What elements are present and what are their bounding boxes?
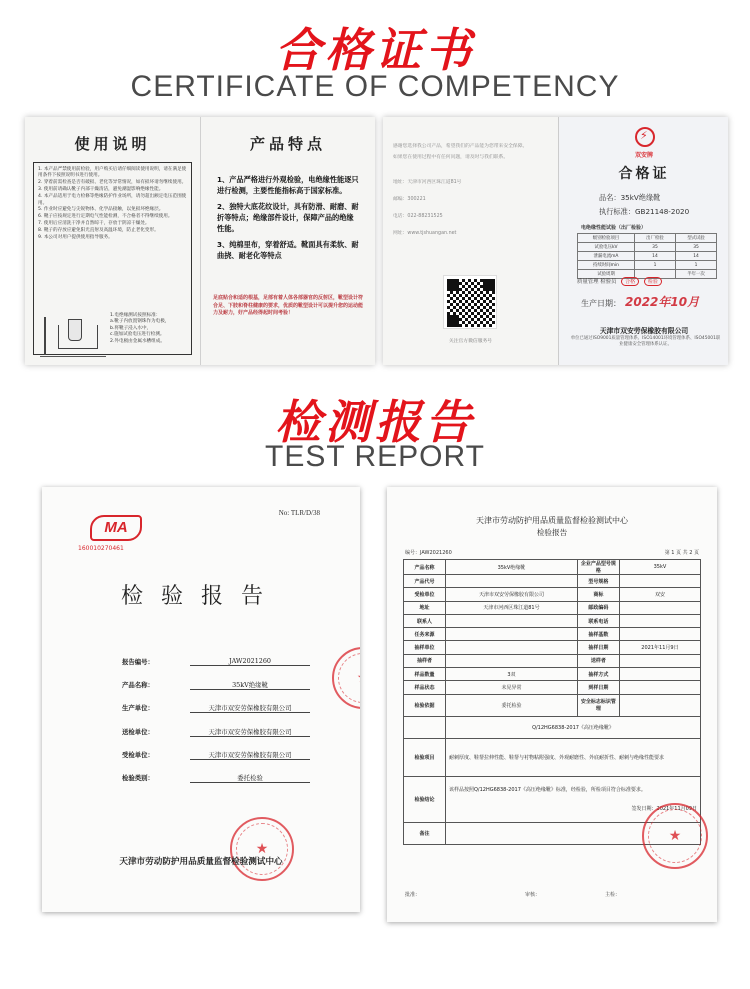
product-name-line: 品名：35kV绝缘靴 xyxy=(599,193,661,202)
table-cell: 抽样方式 xyxy=(577,668,619,681)
certificate-company: 天津市双安劳保橡胶有限公司 xyxy=(599,327,689,335)
table-cell: 联系电话 xyxy=(577,614,619,627)
brand-name: 双安牌 xyxy=(634,152,653,159)
cover-title: 检验报告 xyxy=(120,584,281,609)
table-cell: 样品状态 xyxy=(404,681,446,694)
table-row xyxy=(404,628,701,641)
usage-item: 5. 作业时应避免与尖锐物体、化学品接触，以免损坏绝缘层。 xyxy=(38,207,164,213)
table-row xyxy=(404,716,701,738)
detail-report-no: 编号：JAW2021260 xyxy=(405,550,452,556)
table-cell: 天津市双安劳保橡胶有限公司 xyxy=(446,588,578,601)
cert-address: 地址：天津市河西区珠江道81号 xyxy=(393,180,462,185)
diagram-note: 2.外电极由金属水槽组成。 xyxy=(110,338,165,344)
table-cell: 3双 xyxy=(446,668,578,681)
usage-item: 8. 靴子的存放应避免阳光直射及高温环境，防止老化变形。 xyxy=(38,228,159,234)
usage-item: 2. 穿着前需检查是否有破损、老化等异常情况，如有损坏请勿继续使用。 xyxy=(38,180,187,186)
table-cell xyxy=(619,601,700,614)
table-cell: 受检单位 xyxy=(404,588,446,601)
table-cell: 未见异常 xyxy=(446,681,578,694)
usage-item: 7. 使用后应清洗干净并自然晾干，存放于阴凉干燥处。 xyxy=(38,221,150,227)
table-row xyxy=(404,588,701,601)
conclusion-label-cell: 检验结论 xyxy=(404,776,446,822)
instruction-leaflet xyxy=(25,117,375,365)
test-report-detail xyxy=(387,487,717,922)
boot-outline xyxy=(68,319,82,341)
table-cell xyxy=(619,575,700,588)
table-cell: 邮政编码 xyxy=(577,601,619,614)
features-title: 产品特点 xyxy=(249,135,326,153)
table-cell: 委托检验 xyxy=(446,694,578,716)
features-frame xyxy=(209,162,367,355)
certification-note: 单位已通过ISO9001质量管理体系、ISO14001环境管理体系、ISO45001职业健康安全管理体系认证。 xyxy=(570,336,721,347)
table-cell: 型号规格 xyxy=(577,575,619,588)
table-cell xyxy=(619,694,700,716)
usage-item: 1. 本产品严禁使用前检验，用户购买后请仔细阅读使用说明，请在满足使用条件下按照说明书进行使用。 xyxy=(38,167,187,179)
spec-header-cell: 型式试验 xyxy=(675,234,716,243)
cover-footer: 天津市劳动防护用品质量监督检验测试中心 xyxy=(119,857,283,867)
cert-postcode: 邮编：300221 xyxy=(393,197,426,202)
detail-header: 天津市劳动防护用品质量监督检验测试中心 xyxy=(476,516,628,525)
cert-phone: 电话：022-88231525 xyxy=(393,214,443,219)
usage-item: 6. 靴子应按规定进行定期电气性能检测，不合格者不得继续使用。 xyxy=(38,214,173,220)
spec-header-cell: 出厂检验 xyxy=(634,234,675,243)
table-cell xyxy=(446,614,578,627)
cover-field-category xyxy=(122,773,322,782)
usage-item: 3. 使用前请确认靴子内部干燥清洁，避免潮湿影响绝缘性能。 xyxy=(38,187,164,193)
cover-field-label: 产品名称： xyxy=(122,681,154,689)
feature-list xyxy=(209,162,367,261)
table-cell xyxy=(446,654,578,667)
spec-cell: 1 xyxy=(634,261,675,270)
qc-label: 质量管理 检验员 xyxy=(577,279,617,285)
table-cell: 双安 xyxy=(619,588,700,601)
table-cell: 到样日期 xyxy=(577,681,619,694)
cover-field-submitter xyxy=(122,727,322,736)
table-cell: 企业产品型号规格 xyxy=(577,560,619,575)
table-cell: 抽样基数 xyxy=(577,628,619,641)
certificate-section-title: 合格证书 xyxy=(275,23,475,77)
remarks-label-cell: 备注 xyxy=(404,822,446,844)
cover-field-inspected xyxy=(122,750,322,759)
certificate-section-subtitle: CERTIFICATE OF COMPETENCY xyxy=(130,70,620,103)
features-column xyxy=(200,117,375,365)
detail-page-no: 第 1 页 共 2 页 xyxy=(664,550,699,556)
table-row xyxy=(404,694,701,716)
diagram-note: a.靴子内放置钢珠作为电极， xyxy=(110,319,170,325)
table-cell xyxy=(619,681,700,694)
test-report-cover xyxy=(42,487,360,912)
qc-inspect-stamp: 检验 xyxy=(644,277,662,286)
spec-header-cell: 级别检验项目 xyxy=(578,234,635,243)
spec-cell: 泄漏电流mA xyxy=(578,252,635,261)
feature-item: 2、独特大底花纹设计，具有防滑、耐磨、耐折等特点；绝缘部件设计，保障产品的绝缘性能。 xyxy=(217,202,359,233)
official-seal xyxy=(230,817,294,881)
cover-field-value: 35kV绝缘靴 xyxy=(190,680,310,690)
usage-text xyxy=(34,163,191,241)
cover-field-producer xyxy=(122,703,322,712)
cert-contact-line: 如果您在使用过程中有任何问题，请及时与我们联系。 xyxy=(393,155,509,160)
cert-thanks-line: 感谢您选择我公司产品，希望我们的产品能为您带来安全保障。 xyxy=(393,144,528,149)
lightning-logo-icon xyxy=(635,127,655,147)
production-date-line xyxy=(581,293,699,310)
table-cell xyxy=(619,654,700,667)
detail-seal xyxy=(642,803,708,869)
qc-pass-stamp: 合格 xyxy=(621,277,639,286)
usage-item: 9. 本公司对用户提供使用指导服务。 xyxy=(38,235,113,241)
items-label-cell: 检验项目 xyxy=(404,738,446,776)
feature-item: 3、纯棉里布，穿着舒适。靴面具有柔软、耐曲挠、耐老化等特点 xyxy=(217,240,359,260)
report-section-subtitle: TEST REPORT xyxy=(265,440,485,473)
table-cell: 检验依据 xyxy=(404,694,446,716)
test-diagram xyxy=(40,313,106,357)
table-row xyxy=(404,738,701,776)
table-cell: 天津市河西区珠江道81号 xyxy=(446,601,578,614)
cover-field-product xyxy=(122,680,322,689)
items-cell: 耐刺厚度、鞋帮拉伸性能、鞋帮与衬物粘附强度、外观耐磨性、外底耐折性、耐刺与绝缘性能要求 xyxy=(446,738,701,776)
cover-report-prefix: No: TLR/D/38 xyxy=(278,509,320,517)
feature-note: 足底贴合和适的根基，足部有着人体各部器官的反射区，靴型设计符合足、下肢和脊柱健康的要求，优质的靴型设计可以提升您的运动能力及耐力，好产品经得起时间考验！ xyxy=(213,295,364,316)
spec-cell: 35 xyxy=(675,243,716,252)
table-cell: 样品数量 xyxy=(404,668,446,681)
conclusion-text: 该样品按照Q/12HG6838-2017《高压绝缘靴》标准，经检验，所检项目符合标准要求。 xyxy=(449,787,646,794)
table-cell: 商标 xyxy=(577,588,619,601)
table-cell: 35kV绝缘靴 xyxy=(446,560,578,575)
qr-caption: 关注官方微信服务号 xyxy=(448,339,493,344)
spec-cell: 35 xyxy=(634,243,675,252)
table-cell xyxy=(619,628,700,641)
cover-field-label: 生产单位： xyxy=(122,704,154,712)
table-cell: 抽样日期 xyxy=(577,641,619,654)
spec-row xyxy=(578,243,717,252)
table-row xyxy=(404,601,701,614)
table-row xyxy=(404,560,701,575)
table-row xyxy=(404,614,701,627)
table-cell: 安全标志标识管理 xyxy=(577,694,619,716)
qr-code xyxy=(443,275,497,329)
usage-title: 使用说明 xyxy=(74,135,151,153)
diagram-notes xyxy=(110,313,187,345)
inspector-label: 主检： xyxy=(605,892,621,898)
table-cell xyxy=(446,641,578,654)
cover-field-label: 检验类别： xyxy=(122,774,154,782)
usage-item: 4. 本产品适用于电力检修等绝缘防护作业场所，请勿超出额定电压范围使用。 xyxy=(38,194,187,206)
spec-cell: 14 xyxy=(634,252,675,261)
table-cell: 产品名称 xyxy=(404,560,446,575)
electrode-pole xyxy=(44,317,46,355)
spec-cell: 半年一次 xyxy=(675,270,716,279)
spec-cell: 14 xyxy=(675,252,716,261)
table-row xyxy=(404,641,701,654)
table-cell: 地址 xyxy=(404,601,446,614)
table-cell xyxy=(446,575,578,588)
cover-field-value: 天津市双安劳保橡胶有限公司 xyxy=(190,727,310,737)
standard-cell: Q/12HG6838-2017《高压绝缘靴》 xyxy=(446,716,701,738)
spec-row xyxy=(578,261,717,270)
spec-cell: 1 xyxy=(675,261,716,270)
spec-header-row xyxy=(578,234,717,243)
qualification-certificate xyxy=(383,117,728,365)
detail-subheader: 检验报告 xyxy=(536,528,568,537)
quality-control-row xyxy=(577,277,662,286)
detail-meta xyxy=(405,549,699,556)
table-cell: 送样者 xyxy=(577,654,619,667)
spec-cell: 持续时间min xyxy=(578,261,635,270)
table-row xyxy=(404,654,701,667)
usage-frame xyxy=(33,162,192,355)
spec-table-caption: 电绝缘性能试验（出厂检验） xyxy=(581,225,647,231)
cover-field-label: 送检单位： xyxy=(122,728,154,736)
cma-logo: MA xyxy=(90,515,142,541)
cover-field-value: 天津市双安劳保橡胶有限公司 xyxy=(190,750,310,760)
table-cell: 联系人 xyxy=(404,614,446,627)
table-row xyxy=(404,575,701,588)
table-cell: 35kV xyxy=(619,560,700,575)
table-cell xyxy=(446,628,578,641)
standard-line: 执行标准：GB21148-2020 xyxy=(599,207,690,216)
table-row xyxy=(404,668,701,681)
usage-column xyxy=(25,117,200,365)
table-cell xyxy=(619,614,700,627)
spec-cell: 试验电压kV xyxy=(578,243,635,252)
diagram-note: b.将靴子浸入水中， xyxy=(110,325,152,331)
certificate-back xyxy=(383,117,558,365)
table-cell: 2021年11月9日 xyxy=(619,641,700,654)
feature-item: 1、产品严格进行外观检验，电绝缘性能逐只进行检测，主要性能指标高于国家标准。 xyxy=(217,175,359,195)
cover-field-report-no xyxy=(122,657,322,666)
cover-field-value: 委托检验 xyxy=(190,773,310,783)
certificate-title: 合格证 xyxy=(618,166,670,182)
table-cell xyxy=(619,668,700,681)
certificate-front xyxy=(558,117,728,365)
edge-seal xyxy=(332,647,360,709)
reviewer-label: 审核： xyxy=(525,892,541,898)
conclusion-date: 签发日期：2021年11月09日 xyxy=(631,806,697,813)
spec-row xyxy=(578,252,717,261)
production-date-stamp: 2022年10月 xyxy=(625,295,700,309)
table-cell: 产品代号 xyxy=(404,575,446,588)
table-cell: 任务来源 xyxy=(404,628,446,641)
spec-table xyxy=(577,233,717,279)
diagram-note: c.施加试验电压进行检测。 xyxy=(110,332,165,338)
table-cell: 抽样者 xyxy=(404,654,446,667)
table-cell: 抽样单位 xyxy=(404,641,446,654)
cma-code: 160010270461 xyxy=(78,545,124,552)
report-section-title: 检测报告 xyxy=(275,395,475,449)
detail-table xyxy=(403,559,701,845)
cover-field-value: 天津市双安劳保橡胶有限公司 xyxy=(190,703,310,713)
table-cell xyxy=(404,716,446,738)
approver-label: 批准： xyxy=(405,892,421,898)
table-row xyxy=(404,681,701,694)
cert-website: 网址：www.tjshuangan.net xyxy=(393,231,457,236)
cover-field-label: 受检单位： xyxy=(122,751,154,759)
cover-field-value: JAW2021260 xyxy=(190,657,310,666)
production-date-label: 生产日期： xyxy=(581,299,621,308)
cover-field-label: 报告编号： xyxy=(122,658,154,666)
spec-cell: 试验周期 xyxy=(578,270,635,279)
diagram-note: 1.电绝缘测试按照标准： xyxy=(110,313,161,318)
